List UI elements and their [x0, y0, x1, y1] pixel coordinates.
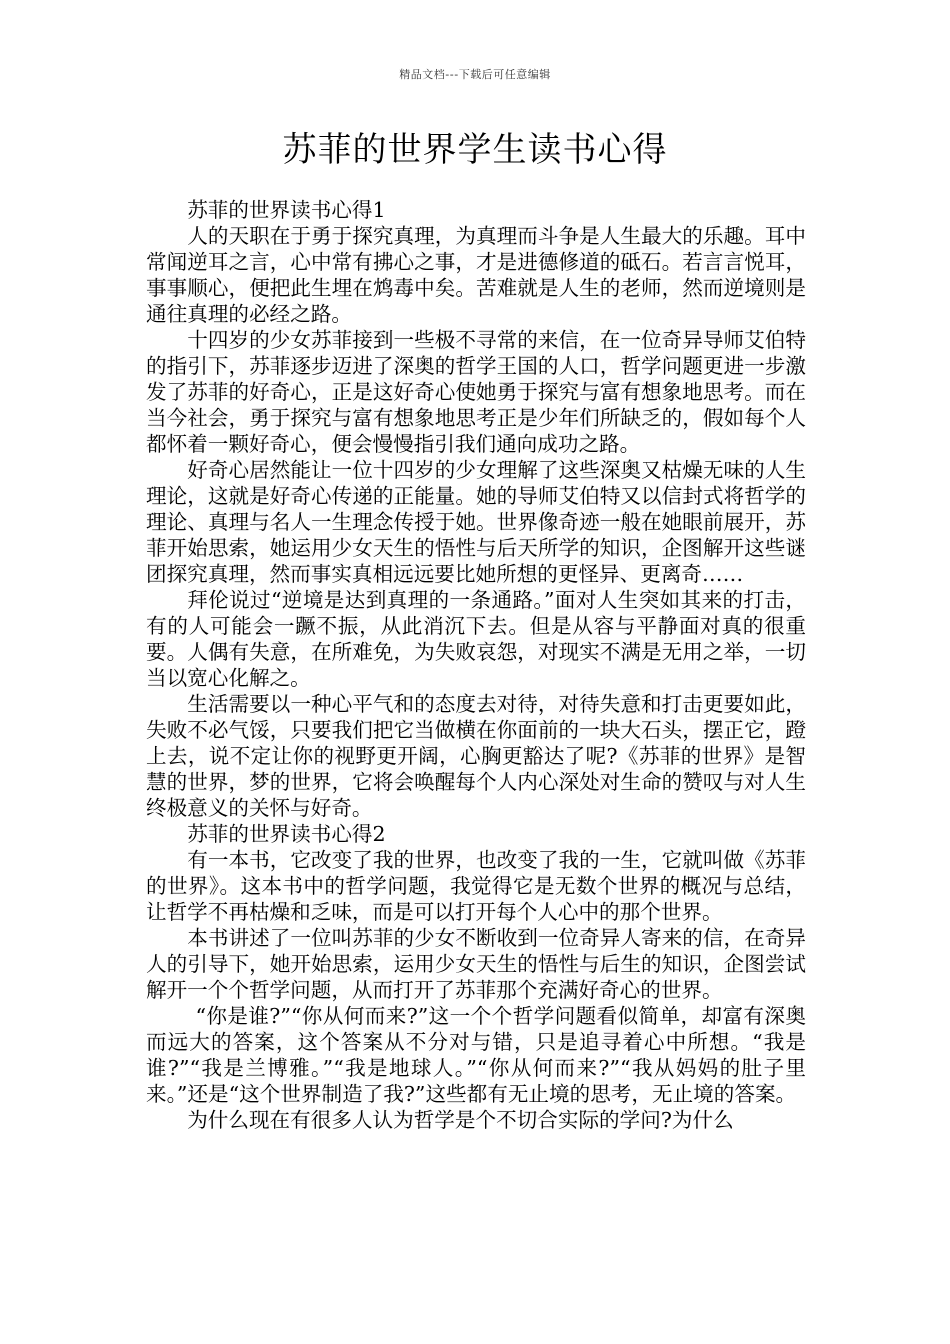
document-title: 苏菲的世界学生读书心得: [282, 130, 668, 170]
paragraph: 拜伦说过“逆境是达到真理的一条通路。”面对人生突如其来的打击，有的人可能会一蹶不振，从此消沉下去。但是从容与平静面对真的很重要。人偶有失意，在所难免，为失败哀怨，对现实不满是无用之举，一切当以宽心化解之。: [146, 588, 806, 690]
document-body: [146, 197, 806, 1133]
paragraph: 好奇心居然能让一位十四岁的少女理解了这些深奥又枯燥无味的人生理论，这就是好奇心传递的正能量。她的导师艾伯特又以信封式将哲学的理论、真理与名人一生理念传授于她。世界像奇迹一般在她眼前展开，苏菲开始思索，她运用少女天生的悟性与后天所学的知识，企图解开这些谜团探究真理，然而事实真相远远要比她所想的更怪异、更离奇……: [146, 458, 806, 586]
paragraph: 生活需要以一种心平气和的态度去对待，对待失意和打击更要如此，失败不必气馁，只要我们把它当做横在你面前的一块大石头，摆正它，蹬上去，说不定让你的视野更开阔，心胸更豁达了呢?《苏菲的世界》是智慧的世界，梦的世界，它将会唤醒每个人内心深处对生命的赞叹与对人生终极意义的关怀与好奇。: [146, 692, 806, 820]
paragraph: 本书讲述了一位叫苏菲的少女不断收到一位奇异人寄来的信，在奇异人的引导下，她开始思索，运用少女天生的悟性与后生的知识，企图尝试解开一个个哲学问题，从而打开了苏菲那个充满好奇心的世界。: [146, 926, 806, 1002]
paragraph: 为什么现在有很多人认为哲学是个不切合实际的学问?为什么: [187, 1108, 734, 1132]
paragraph: 十四岁的少女苏菲接到一些极不寻常的来信，在一位奇异导师艾伯特的指引下，苏菲逐步迈进了深奥的哲学王国的人口，哲学问题更进一步激发了苏菲的好奇心，正是这好奇心使她勇于探究与富有想象地思考。而在当今社会，勇于探究与富有想象地思考正是少年们所缺乏的，假如每个人都怀着一颗好奇心，便会慢慢指引我们通向成功之路。: [146, 328, 806, 456]
paragraph: “你是谁?”“你从何而来?”这一个个哲学问题看似简单，却富有深奥而远大的答案，这个答案从不分对与错，只是追寻着心中所想。“我是谁?”“我是兰博雅。”“我是地球人。”“你从何而来?”“我从妈妈的肚子里来。”还是“这个世界制造了我?”这些都有无止境的思考，无止境的答案。: [146, 1004, 806, 1106]
section-heading-1: 苏菲的世界读书心得1: [187, 198, 386, 222]
header-note: 精品文档---下载后可任意编辑: [399, 68, 551, 81]
section-heading-2: 苏菲的世界读书心得2: [187, 822, 386, 846]
paragraph: 人的天职在于勇于探究真理，为真理而斗争是人生最大的乐趣。耳中常闻逆耳之言，心中常有拂心之事，才是进德修道的砥石。若言言悦耳，事事顺心，便把此生埋在鸩毒中矣。苦难就是人生的老师，然而逆境则是通往真理的必经之路。: [146, 224, 806, 326]
paragraph: 有一本书，它改变了我的世界，也改变了我的一生，它就叫做《苏菲的世界》。这本书中的哲学问题，我觉得它是无数个世界的概况与总结，让哲学不再枯燥和乏味，而是可以打开每个人心中的那个世界。: [146, 848, 806, 924]
